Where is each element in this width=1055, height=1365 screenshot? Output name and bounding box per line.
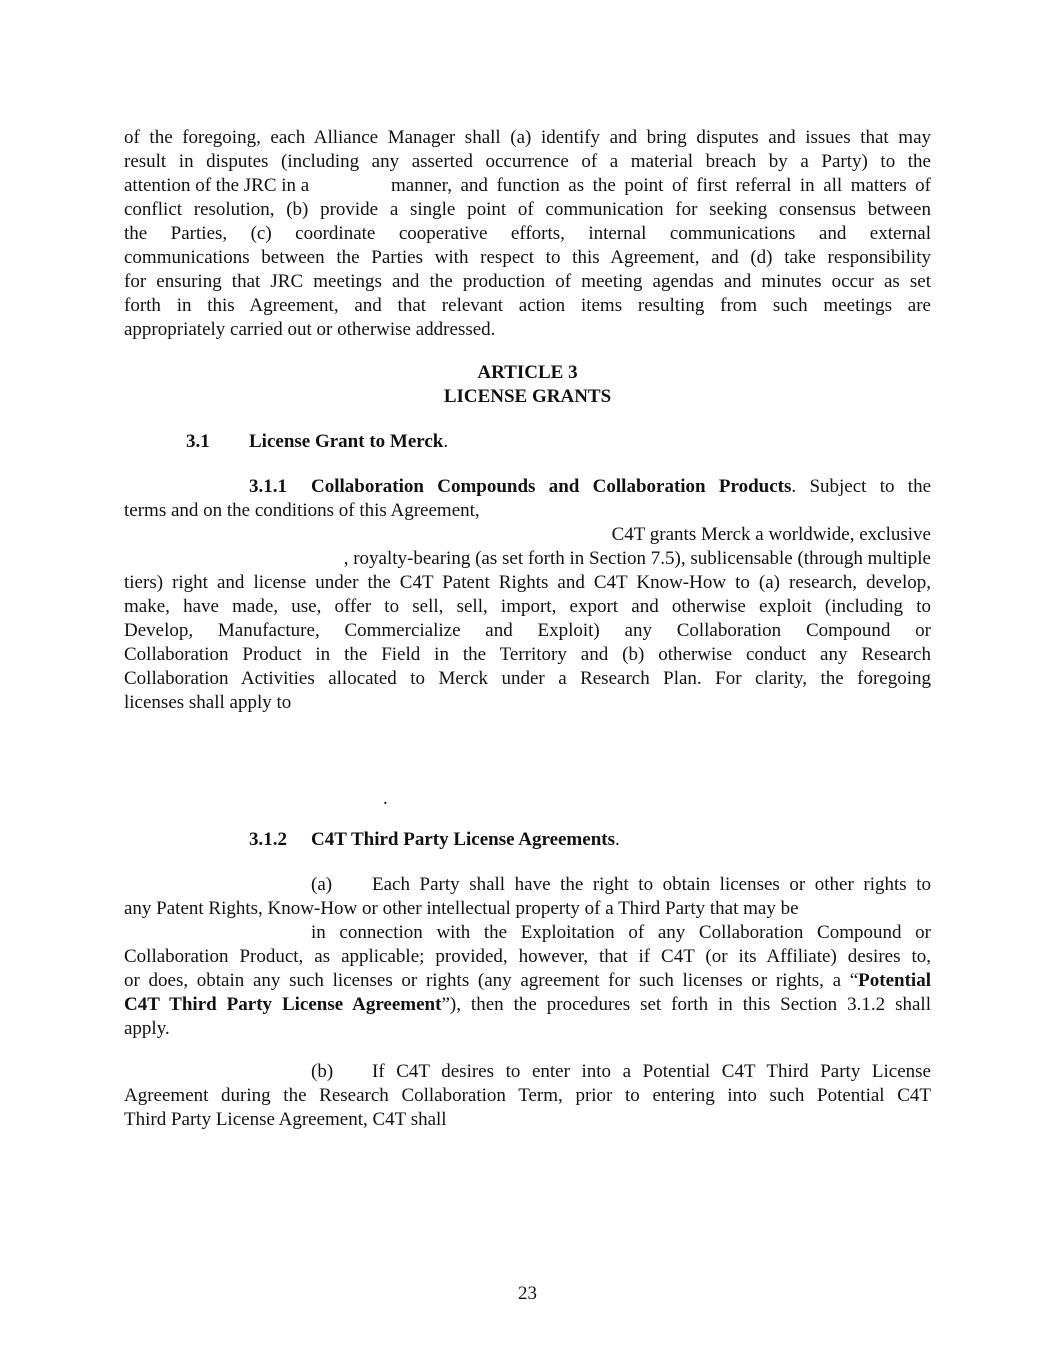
para-a-line-6 — [124, 993, 931, 1017]
section-3-1-1-line-10: licenses shall apply to — [124, 692, 292, 713]
para-a-line-3: in connection with the Exploitation of any Collaboration Compound or — [311, 922, 931, 943]
section-3-1-1-trailing-period: . — [383, 788, 388, 809]
para-a-line-7: apply. — [124, 1018, 170, 1039]
intro-line-1: of the foregoing, each Alliance Manager shall (a) identify and bring disputes and issues that may — [124, 127, 931, 148]
section-3-1-2-number: 3.1.2 — [249, 829, 287, 850]
section-3-1-2-heading-wrap — [311, 828, 620, 852]
section-3-1-heading-wrap — [249, 430, 448, 454]
section-3-1-1-line-9: Collaboration Activities allocated to Merck under a Research Plan. For clarity, the foregoing — [124, 668, 931, 689]
para-a-label: (a) — [311, 874, 333, 895]
intro-line-4: conflict resolution, (b) provide a single point of communication for seeking consensus between — [124, 199, 931, 220]
para-a-line-4: Collaboration Product, as applicable; provided, however, that if C4T (or its Affiliate) desires to, — [124, 946, 931, 967]
intro-line-8: forth in this Agreement, and that relevant action items resulting from such meetings are — [124, 295, 931, 316]
intro-line-3-tail: manner, and function as the point of first referral in all matters of — [391, 175, 931, 196]
para-a-line-1: Each Party shall have the right to obtain licenses or other rights to — [372, 874, 931, 895]
section-3-1-1-line-3: C4T grants Merck a worldwide, exclusive — [611, 524, 931, 545]
para-a-line-5 — [124, 969, 931, 993]
section-3-1-1-line-1-tail: . Subject to the — [791, 476, 932, 497]
section-3-1-2-period: . — [614, 829, 620, 850]
intro-line-5: the Parties, (c) coordinate cooperative efforts, internal communications and external — [124, 223, 931, 244]
para-a-line-2: any Patent Rights, Know-How or other intellectual property of a Third Party that may be — [124, 898, 799, 919]
section-3-1-period: . — [443, 431, 449, 452]
intro-line-2: result in disputes (including any asserted occurrence of a material breach by a Party) to the — [124, 151, 931, 172]
intro-line-7: for ensuring that JRC meetings and the production of meeting agendas and minutes occur as set — [124, 271, 931, 292]
section-3-1-1-line-1 — [311, 475, 931, 499]
intro-line-9: appropriately carried out or otherwise addressed. — [124, 319, 496, 340]
section-3-1-1-number: 3.1.1 — [249, 476, 287, 497]
section-3-1-1-line-6: make, have made, use, offer to sell, sell, import, export and otherwise exploit (including to — [124, 596, 931, 617]
para-a-defined-term-start: Potential — [858, 970, 931, 991]
section-3-1-1-line-8: Collaboration Product in the Field in the Territory and (b) otherwise conduct any Research — [124, 644, 931, 665]
page-number: 23 — [518, 1283, 537, 1304]
para-b-line-2: Agreement during the Research Collaboration Term, prior to entering into such Potential C4T — [124, 1085, 931, 1106]
section-3-1-1-line-4: , royalty-bearing (as set forth in Section 7.5), sublicensable (through multiple — [343, 548, 931, 569]
section-3-1-2-heading: C4T Third Party License Agreements — [311, 829, 615, 850]
section-3-1-heading: License Grant to Merck — [249, 431, 444, 452]
para-a-defined-term-end: C4T Third Party License Agreement — [124, 994, 442, 1015]
para-b-label: (b) — [311, 1061, 334, 1082]
article-number: ARTICLE 3 — [477, 362, 578, 383]
section-3-1-1-heading: Collaboration Compounds and Collaboration Products — [311, 476, 792, 497]
section-3-1-1-line-7: Develop, Manufacture, Commercialize and Exploit) any Collaboration Compound or — [124, 620, 931, 641]
para-a-line-5-text: or does, obtain any such licenses or rights (any agreement for such licenses or rights, a “ — [124, 970, 859, 991]
intro-line-6: communications between the Parties with respect to this Agreement, and (d) take responsibility — [124, 247, 931, 268]
intro-line-3-lead: attention of the JRC in a — [124, 175, 310, 196]
section-3-1-1-line-2: terms and on the conditions of this Agreement, — [124, 500, 480, 521]
section-3-1-number: 3.1 — [186, 431, 210, 452]
para-b-line-1: If C4T desires to enter into a Potential C4T Third Party License — [372, 1061, 931, 1082]
para-a-line-6-text: ”), then the procedures set forth in this Section 3.1.2 shall — [441, 994, 931, 1015]
section-3-1-1-line-5: tiers) right and license under the C4T Patent Rights and C4T Know-How to (a) research, develop, — [124, 572, 931, 593]
article-title: LICENSE GRANTS — [443, 386, 612, 407]
para-b-line-3: Third Party License Agreement, C4T shall — [124, 1109, 447, 1130]
